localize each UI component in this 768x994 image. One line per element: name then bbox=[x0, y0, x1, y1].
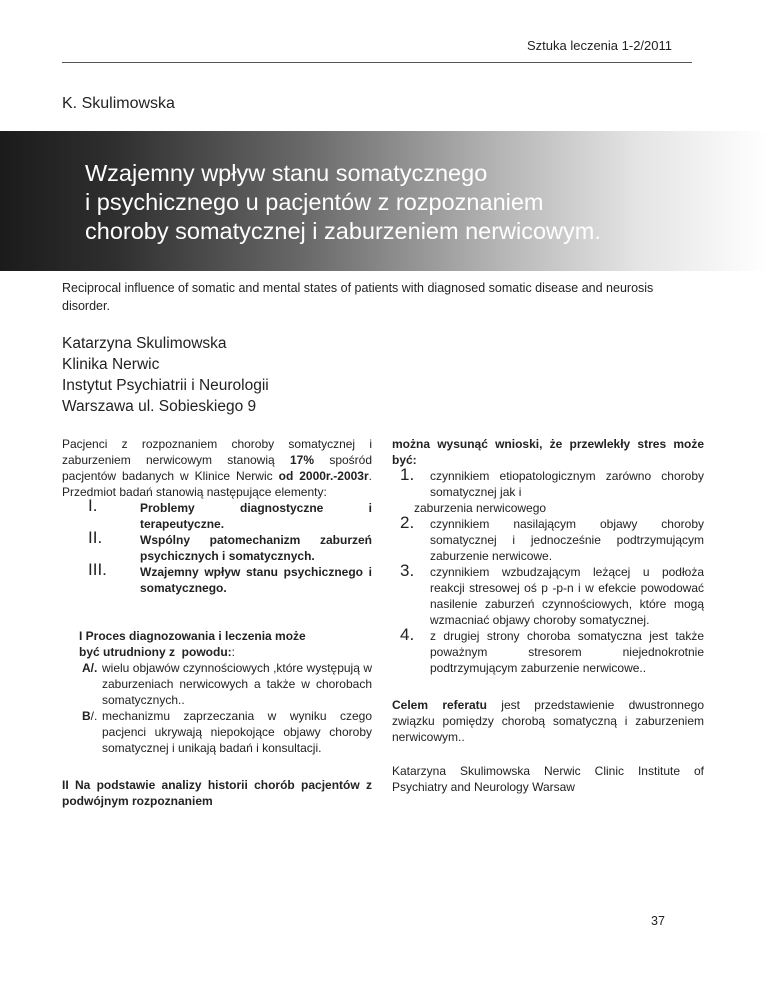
title-line: i psychicznego u pacjentów z rozpoznaniem bbox=[85, 189, 544, 215]
list-item: II. Wspólny patomechanizm zaburzeń psychicznych i somatycznych. bbox=[88, 528, 372, 563]
list-item: 3. czynnikiem wzbudzającym leżącej u podłoża reakcji stresowej oś p -p-n i w efekcie powodować nasilenie zaburzeń czynnościowych, które mogą wzmacniać objawy choroby somatycznej. bbox=[400, 561, 704, 627]
conclusion-lead: można wysunąć wnioski, że przewlekły stres może być: bbox=[392, 437, 704, 467]
list-item: I. Problemy diagnostyczne i terapeutyczne. bbox=[88, 496, 372, 531]
institute-name: Instytut Psychiatrii i Neurologii bbox=[62, 377, 269, 394]
list-item-a: A/. wielu objawów czynnościowych ,które występują w zaburzeniach nerwicowych a także w chorobach somatycznych.. bbox=[82, 661, 372, 707]
journal-header: Sztuka leczenia 1-2/2011 bbox=[526, 38, 672, 53]
title-line: Wzajemny wpływ stanu somatycznego bbox=[85, 160, 488, 186]
conclusion-list bbox=[392, 465, 704, 500]
address: Warszawa ul. Sobieskiego 9 bbox=[62, 398, 257, 415]
page-number: 37 bbox=[651, 914, 665, 928]
title-line: choroby somatycznej i zaburzeniem nerwicowym. bbox=[85, 218, 601, 244]
conclusion-list-cont bbox=[392, 513, 704, 676]
left-column bbox=[62, 436, 372, 809]
list-item-continuation: zaburzenia nerwicowego bbox=[414, 501, 547, 515]
list-item: III. Wzajemny wpływ stanu psychicznego i somatycznego. bbox=[88, 560, 372, 595]
english-affiliation: Katarzyna Skulimowska Nerwic Clinic Institute of Psychiatry and Neurology Warsaw bbox=[392, 764, 704, 794]
list-item: 1. czynnikiem etiopatologicznym zarówno choroby somatycznej jak i bbox=[400, 465, 704, 499]
author-name: Katarzyna Skulimowska bbox=[62, 335, 227, 352]
aim-paragraph: Celem referatu jest przedstawienie dwustronnego związku pomiędzy chorobą somatyczną i zaburzeniem nerwicowym.. bbox=[392, 698, 704, 744]
english-title: Reciprocal influence of somatic and mental states of patients with diagnosed somatic disease and neurosis disorder. bbox=[62, 281, 654, 313]
article-title bbox=[85, 159, 601, 246]
header-rule bbox=[62, 62, 692, 63]
section-heading-2: II Na podstawie analizy historii chorób pacjentów z podwójnym rozpoznaniem bbox=[62, 778, 372, 808]
list-item-b: B/. mechanizmu zaprzeczania w wyniku czego pacjenci ukrywają niepokojące objawy choroby somatycznej i unikają badań i konsultacji. bbox=[82, 709, 372, 755]
roman-list bbox=[62, 496, 372, 596]
section-heading: I Proces diagnozowania i leczenia może być utrudniony z powodu:: bbox=[79, 629, 306, 659]
clinic-name: Klinika Nerwic bbox=[62, 356, 160, 373]
list-item: 4. z drugiej strony choroba somatyczna jest także poważnym stresorem niejednokrotnie podtrzymującym zaburzenie nerwicowe.. bbox=[400, 625, 704, 675]
intro-paragraph: Pacjenci z rozpoznaniem choroby somatycznej i zaburzeniem nerwicowym stanowią 17% spośród pacjentów badanych w Klinice Nerwic od 2000r.-2003r. Przedmiot badań stanowią następujące elementy: bbox=[62, 437, 373, 499]
right-column bbox=[392, 436, 704, 795]
author-affiliation bbox=[62, 333, 269, 417]
running-author: K. Skulimowska bbox=[62, 95, 175, 112]
list-item: 2. czynnikiem nasilającym objawy choroby somatycznej i jednocześnie podtrzymującym zaburzenie nerwicowe. bbox=[400, 513, 704, 563]
